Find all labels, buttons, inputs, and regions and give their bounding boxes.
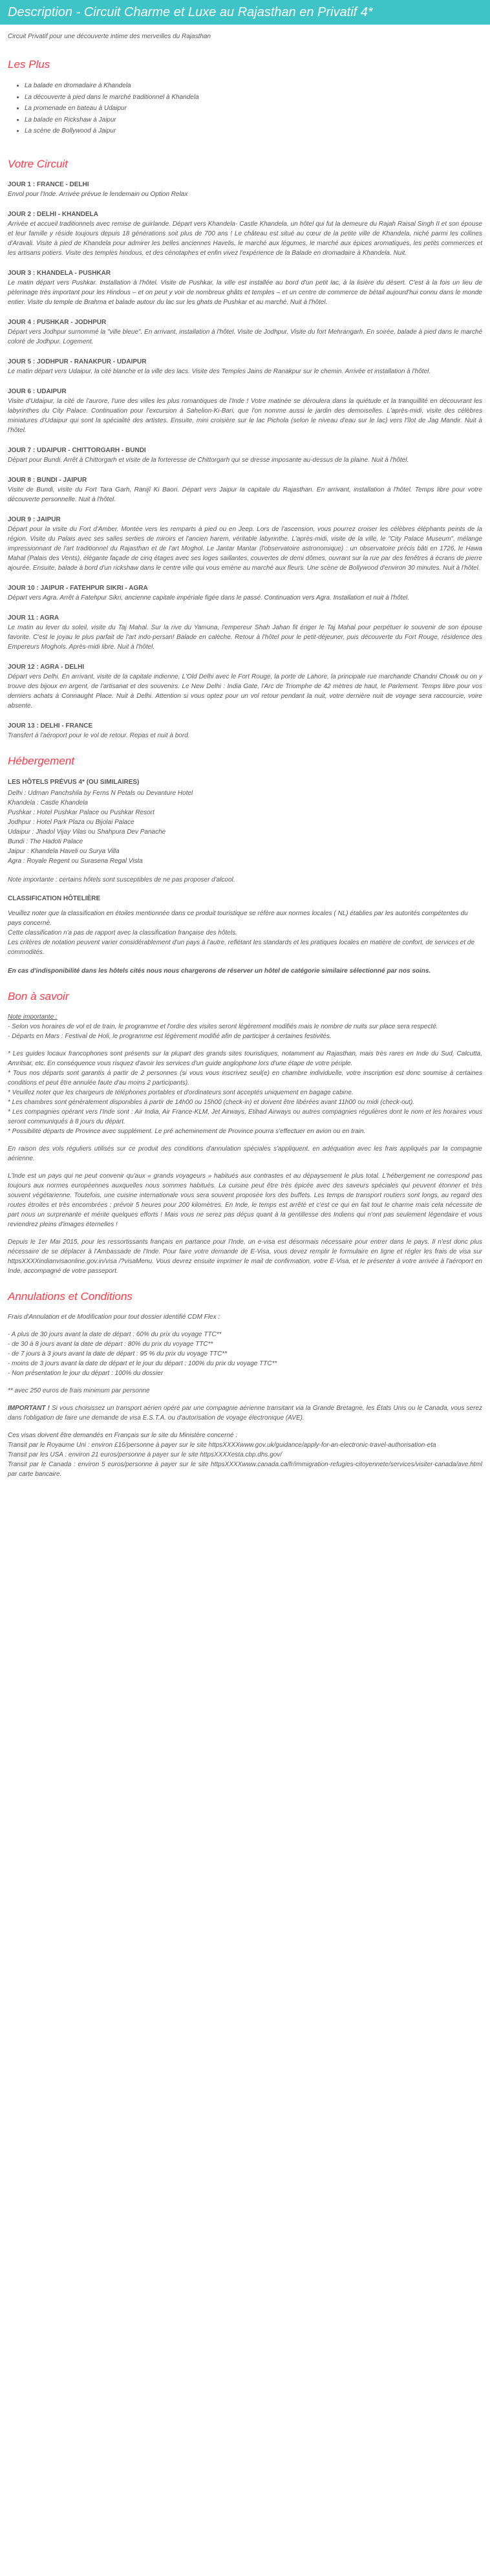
cancel-line: - A plus de 30 jours avant la date de départ : 60% du prix du voyage TTC** bbox=[8, 1331, 222, 1339]
note-label: Note importante : bbox=[8, 1013, 58, 1021]
important-text: Si vous choisissez un transport aérien opéré par une compagnie aérienne transitant via la Grande Bretagne, les États Unis ou le Canada, vous serez dans l'obligation de faire une demande de visa E.S.T.A. ou d'autorisation de voyage électronique (AVE). bbox=[8, 1405, 483, 1422]
cancel-footnote: ** avec 250 euros de frais minimum par personne bbox=[8, 1387, 150, 1395]
bon-a-savoir-section bbox=[8, 990, 482, 1276]
day-text: Départ pour la visite du Fort d'Amber. Montée vers les remparts à pied ou en Jeep. Lors de l'ascension, vous pourrez croiser les célèbres éléphants peints de la région. Visite du Palais avec ses salles serties de miroirs et l'ancien harem, véritable labyrinthe. L'après-midi, visite de la ville, le "City Palace Museum", mélange impressionnant de l'art traditionnel du Rajasthan et de l'art Moghol. Le Jantar Mantar (l'observatoire astronomique) : un observatoire précis bâti en 1726, le Hawa Mahal (Palais des Vents), élégante façade de cinq étages avec ses loges saillantes, couvertes de demi dômes, ouvrant sur la rue par des fenêtres à écrans de pierre ajourée. Ensuite, balade à bord d'un rickshaw dans le centre ville qui vous emène au marché aux fleurs. Une scène de Bollywood d'environ 30 minutes. Nuit à l'hôtel. bbox=[8, 526, 482, 572]
cancel-line: - de 7 jours à 3 jours avant la date de départ : 95 % du prix du voyage TTC** bbox=[8, 1350, 228, 1358]
les-plus-list bbox=[8, 80, 482, 137]
info-line: * Les chambres sont généralement disponibles à partir de 14h00 ou 15h00 (check-in) et doivent être libérées avant 11h00 ou midi (check-out). bbox=[8, 1099, 415, 1107]
page-title: Description - Circuit Charme et Luxe au Rajasthan en Privatif 4* bbox=[8, 5, 373, 19]
annulations-intro: Frais d'Annulation et de Modification pour tout dossier identifié CDM Flex : bbox=[8, 1314, 220, 1321]
cancel-line: - moins de 3 jours avant la date de départ et le jour du départ : 100% du prix du voyage TTC** bbox=[8, 1360, 277, 1368]
day-title: JOUR 7 : UDAIPUR - CHITTORGARH - BUNDI bbox=[8, 447, 146, 455]
hebergement-section bbox=[8, 755, 482, 975]
important-paragraph bbox=[8, 1403, 482, 1423]
classification-text: Cette classification n'a pas de rapport avec la classification française des hôtels. bbox=[8, 929, 237, 936]
day-block bbox=[8, 583, 482, 603]
info-line: * Les compagnies opérant vers l'Inde sont : Air India, Air France-KLM, Jet Airways, Etihad Airways ou autres compagnies régulières dont le nom et les horaires vous seront communiqués à 8 jours du départ. bbox=[8, 1109, 482, 1126]
day-block bbox=[8, 446, 482, 465]
day-title: JOUR 11 : AGRA bbox=[8, 614, 59, 622]
list-item: • La balade en Rickshaw à Jaipur bbox=[25, 114, 482, 126]
hotel-line: Agra : Royale Regent ou Surasena Regal Vista bbox=[8, 857, 143, 865]
info-paragraph: L'Inde est un pays qui ne peut convenir qu'aux « grands voyageurs » habitués aux contrastes et au dépaysement le plus total. L'hébergement ne correspond pas toujours aux normes européennes auxquelles nous sommes habitués. La cuisine peut être très épicée avec des saveurs spéciales qui peuvent étonner et très souvent végétarienne. Toutefois, une cuisine internationale vous sera souvent proposée lors des buffets. Les temps de transport routiers sont longs, au regard des routes étroites et très encombrées : prévoir 5 heures pour 200 kilomètres. En Inde, le temps est arrêté et c'est ce qui en fait tout le charme mais cela nécessite de part nous un surprenante et mérite quelques efforts ! Mais vous ne serez pas déçus quant à la gentillesse des Indiens qui n'ont pas seulement légendaire et vous reviendrez pleins d'images éternelles ! bbox=[8, 1173, 482, 1229]
annulations-heading: Annulations et Conditions bbox=[8, 1290, 133, 1303]
info-line: * Veuillez noter que les chargeurs de téléphones portables et d'ordinateurs sont acceptés uniquement en bagage cabine. bbox=[8, 1089, 354, 1097]
hebergement-heading: Hébergement bbox=[8, 755, 75, 768]
day-block bbox=[8, 318, 482, 347]
les-plus-heading: Les Plus bbox=[8, 58, 50, 70]
circuit-days bbox=[8, 180, 482, 741]
day-title: JOUR 2 : DELHI - KHANDELA bbox=[8, 211, 99, 219]
info-line: * Les guides locaux francophones sont présents sur la plupart des grands sites touristiques, notamment au Rajasthan, mais très rares en Inde du Sud, Calcutta, Amritsar, etc. En conséquence vous risquez d'avoir les services d'un guide anglophone lors d'une étape de votre périple. bbox=[8, 1050, 482, 1068]
note-line: - Selon vos horaires de vol et de train, le programme et l'ordre des visites seront légèrement modifiés mais le nombre de nuits sur place sera respecté. bbox=[8, 1023, 438, 1031]
day-text: Le matin départ vers Pushkar. Installation à l'hôtel. Visite de Pushkar, la ville est installée au bord d'un petit lac, à la lisière du désert. C'est à la fois un lieu de pèlerinage très important pour les Hindous – et on peut y voir de nombreux ghâts et temples – et un centre de commerce de bétail aujourd'hui connu dans le monde entier. Visite du temple de Brahma et balade autour du lac sur les ghats de Pushkar et au marché. Nuit à l'hôtel. bbox=[8, 279, 482, 307]
classification-block bbox=[8, 894, 482, 957]
cancel-line: - de 30 à 8 jours avant la date de départ : 80% du prix du voyage TTC** bbox=[8, 1341, 213, 1348]
note-line: - Départs en Mars : Festival de Holi, le programme est légèrement modifié afin de participer à certaines festivités. bbox=[8, 1033, 332, 1041]
content bbox=[0, 32, 490, 1491]
visa-paragraph: Depuis le 1er Mai 2015, pour les ressortissants français en partance pour l'Inde, un e-visa est désormais nécessaire pour entrer dans le pays. Il n'est donc plus nécessaire de se déplacer à l'Ambassade de l'Inde. Pour faire votre demande de E-Visa, vous devez remplir le formulaire en ligne et régler les frais de visa sur httpsXXXXindianvisaonline.gov.in/visa /?visaMenu. Vous devrez ensuite imprimer le mail de confirmation, votre E-Visa, et le présenter à votre arrivée à l'aéroport en Inde, accompagné de votre passeport. bbox=[8, 1239, 482, 1275]
day-block bbox=[8, 357, 482, 376]
day-block bbox=[8, 268, 482, 307]
day-title: JOUR 10 : JAIPUR - FATEHPUR SIKRI - AGRA bbox=[8, 585, 148, 592]
classification-text: Veuillez noter que la classification en étoiles mentionnée dans ce produit touristique se réfère aux normes locales ( NL) établies par les autorités compétentes du pays concerné. bbox=[8, 909, 468, 927]
day-block bbox=[8, 387, 482, 435]
day-text: Visite d'Udaipur, la cité de l'aurore, l'une des villes les plus romantiques de l'Inde ! Votre matinée se déroulera dans la quiétude et la tranquillité en découvrant les labyrinthes du City Palace. Continuation pour l'excursion à Sahelion-Ki-Bari, que l'on nomme aussi le jardin des demoiselles. L'après-midi, visite des célèbres miniatures d'Udaipur qui sont la spécialité des artistes. Ensuite, mini croisière sur le lac Pichola (selon le niveau d'eau sur le lac) vers l'îlot de Jag Mandir. Nuit à l'hôtel. bbox=[8, 398, 482, 435]
hotel-line: Jaipur : Khandela Haveli ou Surya Villa bbox=[8, 847, 120, 855]
day-block bbox=[8, 721, 482, 741]
annulations-section bbox=[8, 1290, 482, 1479]
hotels-title: LES HÔTELS PRÉVUS 4* (OU SIMILAIRES) bbox=[8, 778, 140, 786]
day-block bbox=[8, 210, 482, 258]
hotel-line: Udaipur : Jhadol Vijay Vilas ou Shahpura Dev Panache bbox=[8, 828, 166, 836]
day-title: JOUR 4 : PUSHKAR - JODHPUR bbox=[8, 319, 107, 327]
day-title: JOUR 5 : JODHPUR - RANAKPUR - UDAIPUR bbox=[8, 358, 147, 366]
hotel-line: Khandela : Castle Khandela bbox=[8, 799, 88, 806]
day-block bbox=[8, 180, 482, 199]
info-line: * Tous nos départs sont garantis à partir de 2 personnes (si vous vous inscrivez seul(e) en chambre individuelle, votre inscription est donc soumise à certaines conditions et peut être annulée faute d'au moins 2 participants). bbox=[8, 1070, 482, 1087]
classification-title: CLASSIFICATION HÔTELIÈRE bbox=[8, 894, 101, 902]
availability-note: En cas d'indisponibilité dans les hôtels cités nous nous chargerons de réserver un hôtel de catégorie similaire sélectionné par nos soins. bbox=[8, 967, 431, 975]
day-title: JOUR 3 : KHANDELA - PUSHKAR bbox=[8, 270, 111, 277]
list-item: • La scène de Bollywood à Jaipur bbox=[25, 125, 482, 137]
day-title: JOUR 6 : UDAIPUR bbox=[8, 388, 67, 396]
day-text: Arrivée et accueil traditionnels avec remise de guirlande. Départ vers Khandela- Castle Khandela, un hôtel qui fut la demeure du Rajah Raisal Singh II et son épouse et leur famille y réside toujours depuis 18 générations soit plus de 700 ans ! Le château est situé au cœur de la petite ville de Khandela, niché parmi les collines d'Aravali. Visite à pied de Khandela pour admirer les belles anciennes Havelis, le marché aux légumes, le marché aux épices aromatiques, les petits commerces et les artisans potiers. Visite des temples hindous, et des cénotaphes et enfin vivez l'expérience de la Balade en dromadaire à Khandela. Nuit. bbox=[8, 221, 482, 257]
important-label: IMPORTANT ! bbox=[8, 1405, 50, 1412]
day-text: Visite de Bundi, visite du Fort Tara Garh, Ranijî Ki Baori. Départ vers Jaipur la capitale du Rajasthan. En arrivant, installation à l'hôtel. Temps libre pour votre découverte personnelle. Nuit à l'hôtel. bbox=[8, 486, 482, 504]
classification-text: Les critères de notation peuvent varier considérablement d'un pays à l'autre, reflétant les standards et les pratiques locales en matière de confort, de services et de commodités. bbox=[8, 938, 475, 956]
day-block bbox=[8, 475, 482, 504]
day-text: Départ vers Agra. Arrêt à Fatehpur Sikri, ancienne capitale impériale figée dans le passé. Continuation vers Agra. Installation et nuit à l'hôtel. bbox=[8, 594, 410, 602]
day-title: JOUR 9 : JAIPUR bbox=[8, 516, 61, 524]
day-block bbox=[8, 613, 482, 652]
hotels-list bbox=[8, 777, 482, 866]
cancel-line: - Non présentation le jour du départ : 100% du dossier bbox=[8, 1370, 164, 1378]
day-text: Transfert à l'aéroport pour le vol de retour. Repas et nuit à bord. bbox=[8, 732, 190, 740]
list-item: • La balade en dromadaire à Khandela bbox=[25, 80, 482, 92]
hotel-line: Pushkar : Hotel Pushkar Palace ou Pushkar Resort bbox=[8, 808, 154, 816]
day-title: JOUR 1 : FRANCE - DELHI bbox=[8, 181, 89, 189]
day-text: Départ vers Jodhpur surnommé la "ville bleue". En arrivant, installation à l'hôtel. Visite de Jodhpur. Visite du fort Mehrangarh. En soirée, balade à pied dans le marché coloré de Jodhpur. Logement. bbox=[8, 329, 482, 346]
circuit-heading: Votre Circuit bbox=[8, 157, 68, 170]
day-text: Le matin au lever du soleil, visite du Taj Mahal. Sur la rive du Yamuna, l'empereur Shah Jahan fit ériger le Taj Mahal pour perpétuer le souvenir de son épouse favorite. C'est le joyau le plus parfait de l'art indo-persan! Balade en calèche. Retour à l'hôtel pour le petit-déjeuner, puis découverte du Fort Rouge, résidence des Empereurs Moghols. Après-midi libre. Nuit à l'hôtel. bbox=[8, 624, 482, 651]
hotel-note: Note importante : certains hôtels sont susceptibles de ne pas proposer d'alcool. bbox=[8, 876, 235, 883]
bon-a-savoir-heading: Bon à savoir bbox=[8, 990, 69, 1002]
hotel-line: Jodhpur : Hotel Park Plaza ou Bijolai Palace bbox=[8, 818, 134, 826]
day-text: Départ vers Delhi. En arrivant, visite de la capitale indienne, L'Old Delhi avec le Fort Rouge, la porte de Lahore, la principale rue marchande Chandni Chowk ou on y trouve des bijoux en argent, de l'artisanat et des souvenirs. Le New Delhi : India Gate, l'Arc de Triomphe de 42 mètres de haut, le Parlement. Temps libre pour vos derniers achats à Connaught Place. Nuit à Delhi. Attention si vous optez pour un vol retour pendant la nuit, votre dernière nuit de voyage sera raccourcie, voire absente. bbox=[8, 673, 482, 710]
visa-link[interactable]: Transit par le Royaume Uni : environ £16/personne à payer sur le site httpsXXXXwww.gov.uk/guidance/apply-for-an-electronic-travel-authorisation-eta bbox=[8, 1442, 436, 1449]
info-paragraph: En raison des vols réguliers utilisés sur ce produit des conditions d'annulation spéciales s'appliquent, en adéquation avec les frais appliqués par la compagnie aérienne. bbox=[8, 1145, 482, 1163]
info-line: * Possibilité départs de Province avec supplément. Le pré acheminement de Province pourra s'effectuer en avion ou en train. bbox=[8, 1128, 366, 1136]
list-item: • La promenade en bateau à Udaipur bbox=[25, 103, 482, 114]
intro-text: Circuit Privatif pour une découverte intime des merveilles du Rajasthan bbox=[8, 33, 211, 40]
day-title: JOUR 12 : AGRA - DELHI bbox=[8, 664, 85, 671]
day-block bbox=[8, 515, 482, 573]
day-text: Départ pour Bundi. Arrêt à Chittorgarh et visite de la forteresse de Chittorgarh qui se dresse imposante au-dessus de la plaine. Nuit à l'hôtel. bbox=[8, 457, 409, 464]
day-text: Envol pour l'Inde. Arrivée prévue le lendemain ou Option Relax bbox=[8, 191, 188, 199]
visa-link[interactable]: Transit par le Canada : environ 5 euros/personne à payer sur le site httpsXXXXwww.canada.ca/fr/immigration-refugies-citoyennete/services/visiter-canada/ave.html par carte bancaire. bbox=[8, 1461, 482, 1478]
day-text: Le matin départ vers Udaipur, la cité blanche et la ville des lacs. Visite des Temples Jains de Ranakpur sur le chemin. Arrivée et installation à l'hôtel. bbox=[8, 368, 431, 376]
hotel-line: Delhi : Udman Panchshila by Ferns N Petals ou Devanture Hotel bbox=[8, 789, 193, 797]
day-title: JOUR 8 : BUNDI - JAIPUR bbox=[8, 477, 87, 484]
hotel-line: Bundi : The Hadoti Palace bbox=[8, 838, 83, 845]
visas-intro: Ces visas doivent être demandés en Français sur le site du Ministère concerné : bbox=[8, 1432, 238, 1440]
day-block bbox=[8, 662, 482, 711]
day-title: JOUR 13 : DELHI - FRANCE bbox=[8, 722, 93, 730]
visa-link[interactable]: Transit par les USA : environ 21 euros/personne à payer sur le site httpsXXXXesta.cbp.dhs.gov/ bbox=[8, 1451, 282, 1459]
list-item: • La découverte à pied dans le marché traditionnel à Khandela bbox=[25, 92, 482, 103]
title-bar bbox=[0, 0, 490, 25]
